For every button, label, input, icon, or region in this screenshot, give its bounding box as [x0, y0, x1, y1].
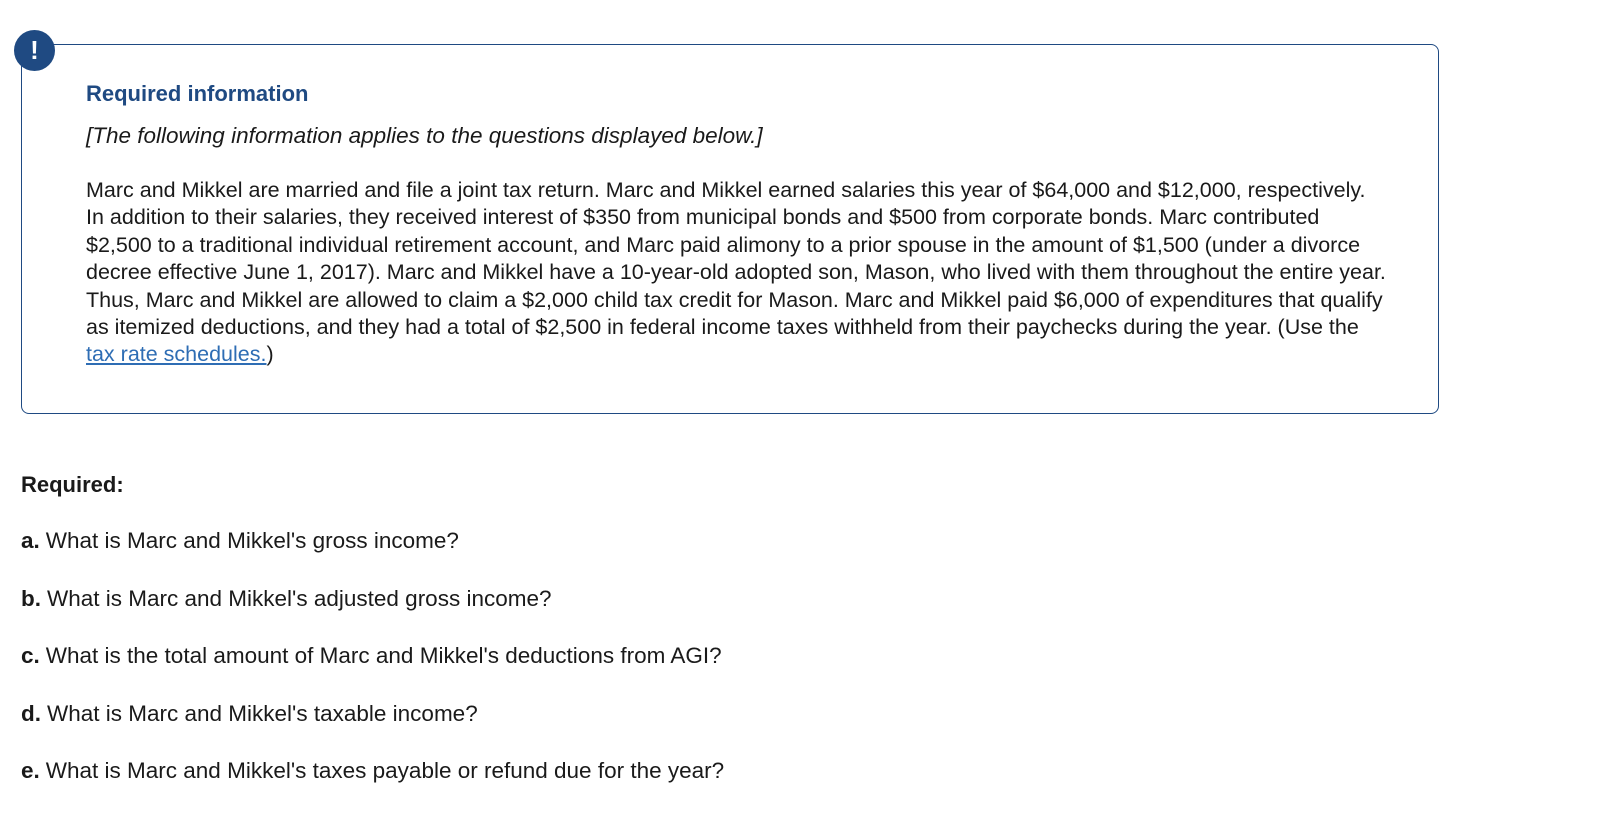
- question-text: What is Marc and Mikkel's adjusted gross income?: [47, 585, 552, 611]
- tax-rate-schedules-link[interactable]: tax rate schedules.: [86, 342, 267, 367]
- question-text: What is Marc and Mikkel's gross income?: [45, 528, 459, 553]
- applies-note: [The following information applies to the questions displayed below.]: [86, 123, 763, 148]
- question-item: [21, 756, 724, 814]
- alert-icon: !: [14, 30, 55, 71]
- question-list: [21, 526, 724, 814]
- question-letter: b.: [21, 585, 41, 611]
- question-letter: e.: [21, 758, 40, 783]
- scenario-text: Marc and Mikkel are married and file a joint tax return. Marc and Mikkel earned salaries this year of $64,000 and $12,000, respectively. In addition to their salaries, they received interest of $350 from municipal bonds and $500 from corporate bonds. Marc contributed $2,500 to a traditional individual retirement account, and Marc paid alimony to a prior spouse in the amount of $1,500 (under a divorce decree effective June 1, 2017). Marc and Mikkel have a 10-year-old adopted son, Mason, who lived with them throughout the entire year. Thus, Marc and Mikkel are allowed to claim a $2,000 child tax credit for Mason. Marc and Mikkel paid $6,000 of expenditures that qualify as itemized deductions, and they had a total of $2,500 in federal income taxes withheld from their paychecks during the year. (Use the: [86, 178, 1386, 340]
- required-information-panel: [21, 44, 1439, 414]
- question-letter: c.: [21, 643, 40, 668]
- required-information-content: [86, 79, 1386, 369]
- scenario-paragraph: [86, 177, 1386, 369]
- question-letter: d.: [21, 700, 41, 726]
- question-item: [21, 699, 724, 757]
- question-letter: a.: [21, 528, 40, 553]
- scenario-end: ): [266, 342, 274, 367]
- required-heading: Required:: [21, 472, 124, 497]
- question-text: What is Marc and Mikkel's taxable income?: [47, 700, 478, 726]
- question-text: What is Marc and Mikkel's taxes payable or refund due for the year?: [45, 758, 725, 783]
- question-item: [21, 526, 724, 584]
- question-item: [21, 584, 724, 642]
- required-information-title: Required information: [86, 81, 309, 106]
- question-text: What is the total amount of Marc and Mikkel's deductions from AGI?: [45, 643, 722, 668]
- question-item: [21, 641, 724, 699]
